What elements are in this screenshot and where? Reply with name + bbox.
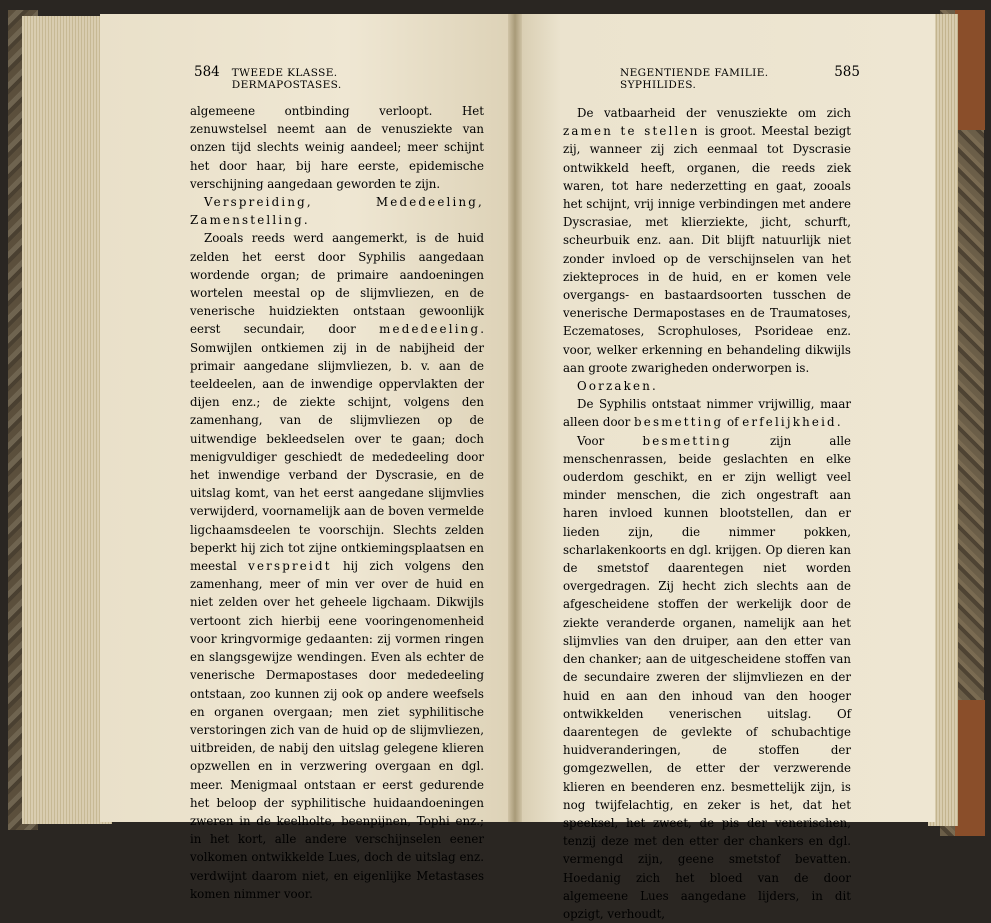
text-run: Voor bbox=[577, 433, 643, 448]
text-run: hij zich volgens den zamenhang, meer of min ver over de huid en niet zelden over het geheele ligchaam. Dikwijls vertoont zich hierbij eene vooringenomenheid voor kringvormige gedaanten: zij vormen ringen en slangsgewijze wendingen. Even als echter de venerische Dermapostases door mededeeling ontstaan, zoo kunnen zij ook op andere weefsels en organen overgaan; men ziet syphilitische verstoringen zich van de huid op de slijmvliezen, uitbreiden, de nabij den uitslag gelegene klieren opzwellen en in verzwering overgaan en dgl. meer. Menigmaal ontstaan er eerst gedurende het beloop der syphilitische huidaandoeningen zweren in de keelholte, beenpijnen, Tophi enz.; in het kort, alle andere verschijnselen eener volkomen ontwikkelde Lues, doch de uitslag enz. verdwijnt daarom niet, en eigenlijke Metastases komen nimmer voor. bbox=[190, 559, 485, 901]
right-running-head bbox=[620, 64, 860, 91]
spaced-emphasis: besmetting bbox=[634, 415, 724, 430]
left-running-title: TWEEDE KLASSE. DERMAPOSTASES. bbox=[231, 67, 342, 91]
text-run: zijn alle menschenrassen, beide geslachten en elke ouderdom geschikt, en er zijn welligt veel minder menschen, die zich ongestraft aan haren invloed kunnen blootstellen, dan er lieden zijn, die nimmer pokken, scharlakenkoorts en dgl. krijgen. Op dieren kan de smetstof daarentegen niet worden overgedragen. Zij hecht zich slechts aan de afgescheidene stoffen der werkelijk door de ziekte veranderde organen, namelijk aan het slijmvlies van den druiper, aan den etter van den chanker; aan de uitgescheidene stoffen van de secundaire zweren der slijmvliezen en der huid en aan den inhoud van den hooger ontwikkelden venerischen uitslag. Of daarentegen de gevlekte of schubachtige huidveranderingen, de stoffen der gomgezwellen, de etter der verzwerende klieren en beenderen enz. besmettelijk zijn, is nog twijfelachtig, en zeker is het, dat het speeksel, het zweet, de pis der venerischen, tenzij deze met den etter der chankers en dgl. vermengd zijn, geene smetstof bevatten. Hoedanig zich het bloed van de door algemeene Lues aangedane lijders, in dit opzigt, verhoudt, bbox=[563, 433, 851, 921]
spaced-emphasis: zamen te stellen bbox=[563, 124, 700, 139]
text-run: algemeene ontbinding verloopt. Het zenuwstelsel neemt aan de venusziekte van onzen tijd slechts weinig aandeel; meer schijnt het door haar, bij hare eerste, epidemische verschijning aangedaan geworden te zijn. bbox=[190, 104, 484, 191]
text-run: Zooals reeds werd aangemerkt, is de huid zelden het eerst door Syphilis aangedaan wordende organ; de primaire aandoeningen wortelen meestal op de slijmvliezen, en de venerische huidziekten ontstaan gewoonlijk eerst secundair, door bbox=[190, 231, 484, 337]
spaced-emphasis: erfelijkheid bbox=[742, 415, 837, 430]
page-edges-left bbox=[22, 16, 112, 824]
spaced-emphasis: mededeeling bbox=[379, 322, 481, 337]
spaced-emphasis: Verspreiding, Mededeeling, Zamenstelling. bbox=[190, 195, 484, 228]
book-gutter bbox=[508, 14, 522, 822]
text-run: . bbox=[836, 415, 841, 430]
paragraph bbox=[190, 229, 484, 903]
paragraph bbox=[190, 193, 484, 229]
text-run: of bbox=[723, 415, 743, 430]
left-page-number: 584 bbox=[194, 64, 220, 80]
spaced-emphasis: verspreidt bbox=[248, 559, 332, 574]
left-page-body bbox=[190, 102, 484, 903]
paragraph bbox=[563, 432, 851, 923]
text-run: is groot. Meestal bezigt zij, wanneer zij zich eenmaal tot Dyscrasie ontwikkeld heeft, organen, die reeds ziek waren, tot hare nederzetting en gaat, zooals het schijnt, vrij innige verbindingen met andere Dyscrasiae, met klierziekte, jicht, schurft, scheurbuik enz. aan. Dit blijft natuurlijk niet zonder invloed op de verschijnselen van het ziekteproces in de huid, en er komen vele overgangs- en bastaardsoorten tusschen de venerische Dermapostases en de Traumatoses, Eczematoses, Scrophuloses, Psorideae enz. voor, welker erkenning en behandeling dikwijls aan groote zwarigheden onderworpen is. bbox=[563, 124, 851, 375]
leather-corner-bottom bbox=[955, 700, 985, 836]
text-run: De Syphilis ontstaat nimmer vrijwillig, maar alleen door bbox=[563, 397, 851, 430]
text-run: De vatbaarheid der venusziekte om zich bbox=[577, 106, 851, 120]
leather-corner-top bbox=[955, 10, 985, 130]
paragraph bbox=[563, 377, 851, 395]
left-running-head bbox=[194, 64, 444, 91]
spaced-emphasis: Oorzaken. bbox=[577, 379, 658, 394]
right-page-number: 585 bbox=[834, 64, 860, 80]
right-page-body bbox=[563, 104, 851, 923]
right-running-title: NEGENTIENDE FAMILIE. SYPHILIDES. bbox=[620, 67, 769, 91]
paragraph bbox=[190, 102, 484, 193]
text-run: . Somwijlen ontkiemen zij in de nabijheid der primair aangedane slijmvliezen, b. v. aan de teeldeelen, aan de inwendige oppervlakten der dijen enz.; de ziekte schijnt, volgens den zamenhang, van de slijmvliezen op de uitwendige bekleedselen over te gaan; doch menigvuldiger geschiedt de mededeeling door het inwendige verband der Dyscrasie, en de uitslag komt, van het eerst aangedane slijmvlies verwijderd, voornamelijk aan de boven vermelde ligchaamsdeelen te voorschijn. Slechts zelden beperkt hij zich tot zijne ontkiemingsplaatsen en meestal bbox=[190, 322, 484, 574]
paragraph bbox=[563, 395, 851, 431]
spaced-emphasis: besmetting bbox=[642, 433, 732, 448]
paragraph bbox=[563, 104, 851, 377]
